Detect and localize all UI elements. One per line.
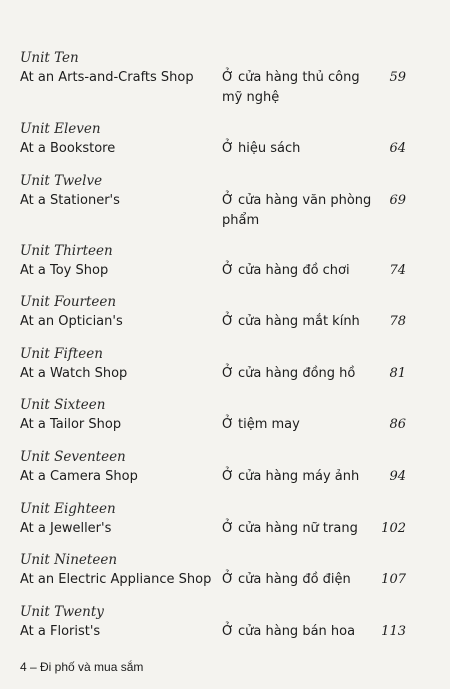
unit-label: Unit Thirteen [20, 243, 113, 259]
vietnamese-title: Ở cửa hàng đồ chơi [222, 263, 350, 278]
unit-label: Unit Sixteen [20, 397, 106, 413]
unit-label: Unit Twelve [20, 173, 103, 189]
vietnamese-title: Ở cửa hàng bán hoa [222, 624, 356, 639]
toc-entry-unit-thirteen [0, 243, 450, 295]
english-title: At an Arts-and-Crafts Shop [20, 70, 194, 85]
page-number: 74 [389, 263, 406, 278]
english-title: At a Watch Shop [20, 366, 128, 381]
english-title: At a Toy Shop [20, 263, 109, 278]
vietnamese-title: Ở cửa hàng mắt kính [222, 314, 360, 329]
page-number: 64 [389, 141, 406, 156]
vietnamese-title: Ở cửa hàng máy ảnh [222, 469, 360, 484]
toc-entry-unit-fourteen [0, 294, 450, 346]
toc-entry-unit-eighteen [0, 501, 450, 553]
unit-label: Unit Seventeen [20, 449, 126, 465]
page-number: 81 [389, 366, 406, 381]
unit-label: Unit Twenty [20, 604, 104, 620]
english-title: At a Jeweller's [20, 521, 112, 536]
page-number: 78 [389, 314, 406, 329]
vietnamese-title: Ở hiệu sách [222, 141, 301, 156]
unit-label: Unit Fifteen [20, 346, 103, 362]
page-number: 69 [389, 193, 406, 208]
page-number: 102 [381, 521, 406, 536]
toc-entry-unit-sixteen [0, 397, 450, 449]
toc-entry-unit-twelve [0, 173, 450, 228]
toc-entry-unit-twenty [0, 604, 450, 656]
english-title: At a Bookstore [20, 141, 116, 156]
toc-entry-unit-seventeen [0, 449, 450, 501]
page-number: 107 [381, 572, 406, 587]
english-title: At a Stationer's [20, 193, 120, 208]
toc-entry-unit-nineteen [0, 552, 450, 604]
page-number: 113 [381, 624, 406, 639]
toc-entry-unit-ten [0, 50, 450, 105]
unit-label: Unit Eighteen [20, 501, 116, 517]
unit-label: Unit Eleven [20, 121, 101, 137]
page-footer: 4 – Đi phố và mua sắm [20, 660, 144, 674]
english-title: At an Optician's [20, 314, 123, 329]
unit-label: Unit Ten [20, 50, 79, 66]
english-title: At a Tailor Shop [20, 417, 122, 432]
toc-entry-unit-fifteen [0, 346, 450, 398]
english-title: At a Camera Shop [20, 469, 138, 484]
unit-label: Unit Fourteen [20, 294, 117, 310]
page-number: 59 [389, 70, 406, 85]
vietnamese-title: Ở cửa hàng đồ điện [222, 572, 351, 587]
toc-entry-unit-eleven [0, 121, 450, 173]
vietnamese-title: Ở cửa hàng đồng hồ [222, 366, 356, 381]
english-title: At an Electric Appliance Shop [20, 572, 212, 587]
page-number: 86 [389, 417, 406, 432]
english-title: At a Florist's [20, 624, 101, 639]
unit-label: Unit Nineteen [20, 552, 118, 568]
page-number: 94 [389, 469, 406, 484]
vietnamese-title: Ở cửa hàng nữ trang [222, 521, 358, 536]
vietnamese-title: Ở cửa hàng thủ công mỹ nghệ [222, 70, 360, 105]
vietnamese-title: Ở cửa hàng văn phòng phẩm [222, 193, 372, 228]
vietnamese-title: Ở tiệm may [222, 417, 300, 432]
